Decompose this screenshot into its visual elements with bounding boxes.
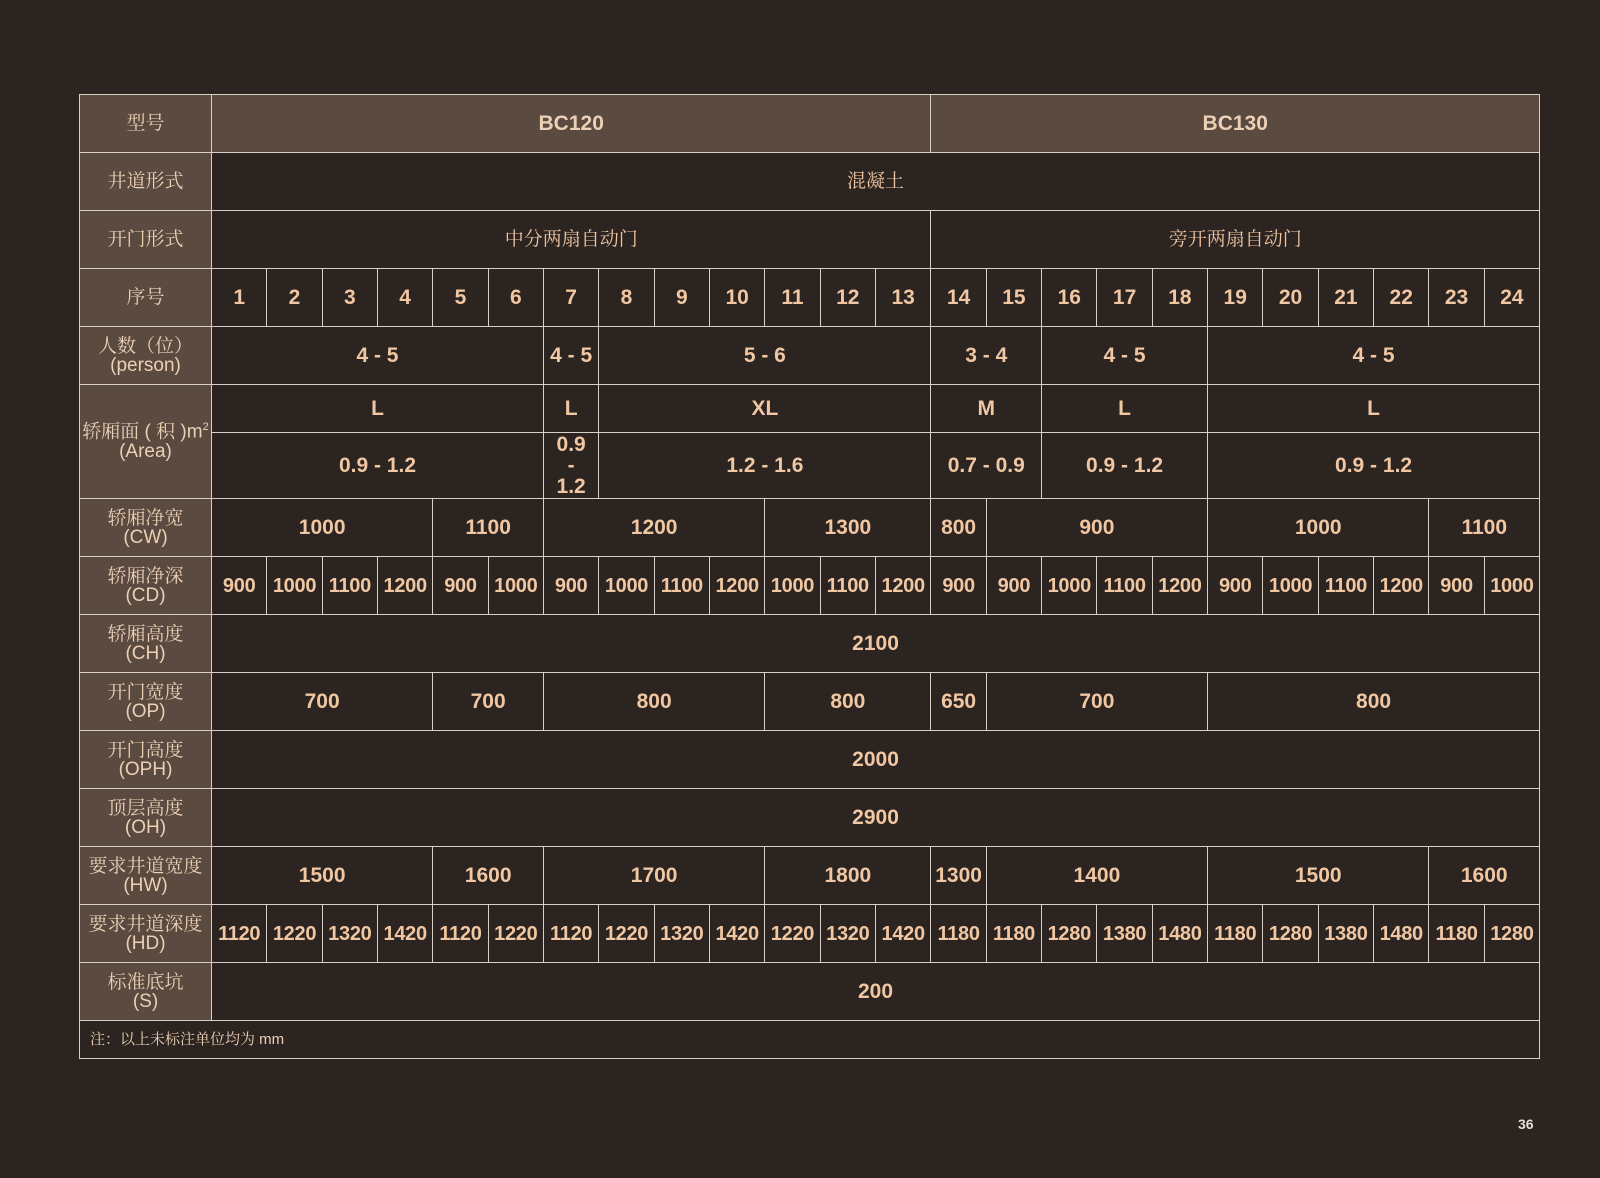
car-area-cell: 0.9 - 1.2 <box>212 433 544 499</box>
row-label <box>80 789 212 847</box>
row-label <box>80 557 212 615</box>
hd-cell: 1120 <box>433 905 488 963</box>
cd-cell: 900 <box>212 557 267 615</box>
op-cell: 700 <box>986 673 1207 731</box>
row-label-en: (OP) <box>125 700 166 722</box>
hd-cell: 1180 <box>986 905 1041 963</box>
cd-cell: 1000 <box>765 557 820 615</box>
serial-cell: 19 <box>1208 269 1263 327</box>
cw-cell: 1000 <box>1208 499 1429 557</box>
serial-cell: 1 <box>212 269 267 327</box>
door-type-bc120: 中分两扇自动门 <box>212 211 931 269</box>
cd-cell: 1000 <box>1484 557 1539 615</box>
op-cell: 800 <box>765 673 931 731</box>
oph-value: 2000 <box>212 731 1540 789</box>
serial-cell: 11 <box>765 269 820 327</box>
cd-cell: 900 <box>1208 557 1263 615</box>
hd-cell: 1380 <box>1097 905 1152 963</box>
car-size-row <box>80 385 1540 433</box>
row-label-en: (CW) <box>123 526 168 548</box>
serial-cell: 7 <box>543 269 598 327</box>
row-label-en: (Area) <box>119 440 172 462</box>
serial-row <box>80 269 1540 327</box>
car-area-cell: 0.9 - 1.2 <box>1208 433 1540 499</box>
row-label-cn: 轿厢净深 <box>107 565 184 587</box>
hd-cell: 1320 <box>654 905 709 963</box>
cw-row <box>80 499 1540 557</box>
serial-cell: 18 <box>1152 269 1207 327</box>
persons-row <box>80 327 1540 385</box>
shaft-type-value: 混凝土 <box>212 153 1540 211</box>
serial-cell: 24 <box>1484 269 1539 327</box>
hd-cell: 1120 <box>543 905 598 963</box>
persons-cell: 4 - 5 <box>1042 327 1208 385</box>
row-label-cn <box>80 422 211 441</box>
serial-cell: 14 <box>931 269 986 327</box>
cd-cell: 900 <box>543 557 598 615</box>
car-area-cell: 0.9 - 1.2 <box>1042 433 1208 499</box>
cw-cell: 1300 <box>765 499 931 557</box>
ch-row <box>80 615 1540 673</box>
oh-value: 2900 <box>212 789 1540 847</box>
hd-cell: 1280 <box>1484 905 1539 963</box>
car-area-cell: 1.2 - 1.6 <box>599 433 931 499</box>
model-bc120: BC120 <box>212 95 931 153</box>
car-area-part: - <box>567 454 575 477</box>
cd-cell: 1200 <box>377 557 432 615</box>
row-label-en: (HD) <box>125 932 166 954</box>
cd-cell: 1100 <box>820 557 875 615</box>
car-size-cell: L <box>212 385 544 433</box>
op-cell: 650 <box>931 673 986 731</box>
note-row <box>80 1021 1540 1059</box>
hw-cell: 1500 <box>212 847 433 905</box>
car-size-cell: XL <box>599 385 931 433</box>
serial-cell: 20 <box>1263 269 1318 327</box>
cd-cell: 1200 <box>1152 557 1207 615</box>
hd-cell: 1120 <box>212 905 267 963</box>
ch-value: 2100 <box>212 615 1540 673</box>
row-label <box>80 905 212 963</box>
row-label <box>80 963 212 1021</box>
car-area-cell-stacked <box>543 433 598 499</box>
car-size-cell: L <box>543 385 598 433</box>
hd-cell: 1220 <box>488 905 543 963</box>
hd-cell: 1180 <box>1208 905 1263 963</box>
row-label-en: (person) <box>110 354 181 376</box>
hw-cell: 1700 <box>543 847 764 905</box>
hd-cell: 1320 <box>820 905 875 963</box>
hw-cell: 1300 <box>931 847 986 905</box>
serial-cell: 5 <box>433 269 488 327</box>
hw-cell: 1800 <box>765 847 931 905</box>
row-label: 井道形式 <box>80 153 212 211</box>
door-type-row <box>80 211 1540 269</box>
row-label <box>80 731 212 789</box>
cd-cell: 900 <box>433 557 488 615</box>
hd-cell: 1180 <box>1429 905 1484 963</box>
persons-cell: 5 - 6 <box>599 327 931 385</box>
serial-cell: 6 <box>488 269 543 327</box>
serial-cell: 23 <box>1429 269 1484 327</box>
cd-cell: 1200 <box>875 557 930 615</box>
serial-cell: 4 <box>377 269 432 327</box>
hd-cell: 1480 <box>1374 905 1429 963</box>
persons-cell: 4 - 5 <box>543 327 598 385</box>
op-cell: 700 <box>433 673 544 731</box>
cd-row <box>80 557 1540 615</box>
elevator-spec-table <box>79 94 1540 1059</box>
row-label <box>80 327 212 385</box>
hd-row <box>80 905 1540 963</box>
persons-cell: 4 - 5 <box>1208 327 1540 385</box>
car-area-row <box>80 433 1540 499</box>
row-label <box>80 847 212 905</box>
model-header-row <box>80 95 1540 153</box>
serial-cell: 21 <box>1318 269 1373 327</box>
cd-cell: 1000 <box>599 557 654 615</box>
cd-cell: 1100 <box>654 557 709 615</box>
car-area-part: 0.9 <box>556 433 586 456</box>
row-label-cn: 轿厢净宽 <box>107 507 184 529</box>
cd-cell: 1000 <box>488 557 543 615</box>
row-label-en: (HW) <box>123 874 168 896</box>
cd-cell: 900 <box>931 557 986 615</box>
hd-cell: 1420 <box>709 905 764 963</box>
cd-cell: 900 <box>986 557 1041 615</box>
serial-cell: 15 <box>986 269 1041 327</box>
row-label-cn: 人数（位） <box>97 335 193 357</box>
row-label: 开门形式 <box>80 211 212 269</box>
cw-cell: 900 <box>986 499 1207 557</box>
hd-cell: 1420 <box>377 905 432 963</box>
row-label-sup: 2 <box>202 421 209 434</box>
row-label-en: (CD) <box>125 584 166 606</box>
unit-note: 注：以上未标注单位均为 mm <box>80 1021 1540 1059</box>
cd-cell: 1200 <box>1374 557 1429 615</box>
car-area-cell: 0.7 - 0.9 <box>931 433 1042 499</box>
persons-cell: 4 - 5 <box>212 327 544 385</box>
oh-row <box>80 789 1540 847</box>
shaft-type-row <box>80 153 1540 211</box>
oph-row <box>80 731 1540 789</box>
hd-cell: 1280 <box>1042 905 1097 963</box>
car-size-cell: M <box>931 385 1042 433</box>
cw-cell: 1000 <box>212 499 433 557</box>
serial-cell: 2 <box>267 269 322 327</box>
hd-cell: 1420 <box>875 905 930 963</box>
persons-cell: 3 - 4 <box>931 327 1042 385</box>
cw-cell: 800 <box>931 499 986 557</box>
serial-cell: 22 <box>1374 269 1429 327</box>
row-label-cn: 要求井道深度 <box>88 913 203 935</box>
hw-cell: 1600 <box>433 847 544 905</box>
hw-cell: 1600 <box>1429 847 1540 905</box>
row-label <box>80 385 212 499</box>
op-cell: 800 <box>1208 673 1540 731</box>
cd-cell: 900 <box>1429 557 1484 615</box>
cw-cell: 1100 <box>1429 499 1540 557</box>
row-label-cn: 开门高度 <box>107 739 184 761</box>
hd-cell: 1320 <box>322 905 377 963</box>
serial-cell: 16 <box>1042 269 1097 327</box>
hw-cell: 1500 <box>1208 847 1429 905</box>
cd-cell: 1100 <box>1318 557 1373 615</box>
row-label-cn: 轿厢高度 <box>107 623 184 645</box>
cd-cell: 1100 <box>322 557 377 615</box>
door-type-bc130: 旁开两扇自动门 <box>931 211 1540 269</box>
cd-cell: 1000 <box>1042 557 1097 615</box>
serial-cell: 9 <box>654 269 709 327</box>
hd-cell: 1380 <box>1318 905 1373 963</box>
serial-cell: 17 <box>1097 269 1152 327</box>
cw-cell: 1100 <box>433 499 544 557</box>
model-bc130: BC130 <box>931 95 1540 153</box>
pit-value: 200 <box>212 963 1540 1021</box>
row-label: 序号 <box>80 269 212 327</box>
serial-cell: 3 <box>322 269 377 327</box>
page-number: 36 <box>1518 1116 1534 1132</box>
car-size-cell: L <box>1042 385 1208 433</box>
hd-cell: 1180 <box>931 905 986 963</box>
row-label-en: (CH) <box>125 642 166 664</box>
hd-cell: 1220 <box>765 905 820 963</box>
serial-cell: 8 <box>599 269 654 327</box>
hd-cell: 1220 <box>599 905 654 963</box>
row-label-en: (S) <box>132 990 159 1012</box>
cd-cell: 1100 <box>1097 557 1152 615</box>
row-label-cn: 要求井道宽度 <box>88 855 203 877</box>
row-label-cn: 开门宽度 <box>107 681 184 703</box>
row-label-en: (OH) <box>124 816 167 838</box>
cd-cell: 1000 <box>1263 557 1318 615</box>
row-label <box>80 673 212 731</box>
model-header-label: 型号 <box>80 95 212 153</box>
cw-cell: 1200 <box>543 499 764 557</box>
row-label-en: (OPH) <box>118 758 173 780</box>
hd-cell: 1220 <box>267 905 322 963</box>
row-label-cn: 标准底坑 <box>107 971 184 993</box>
car-area-part: 1.2 <box>556 475 586 498</box>
serial-cell: 13 <box>875 269 930 327</box>
hd-cell: 1280 <box>1263 905 1318 963</box>
hd-cell: 1480 <box>1152 905 1207 963</box>
pit-row <box>80 963 1540 1021</box>
serial-cell: 10 <box>709 269 764 327</box>
op-row <box>80 673 1540 731</box>
row-label <box>80 615 212 673</box>
cd-cell: 1000 <box>267 557 322 615</box>
hw-row <box>80 847 1540 905</box>
hw-cell: 1400 <box>986 847 1207 905</box>
cd-cell: 1200 <box>709 557 764 615</box>
car-size-cell: L <box>1208 385 1540 433</box>
row-label-cn-text: 轿厢面 ( 积 )m <box>82 421 203 443</box>
row-label <box>80 499 212 557</box>
row-label-cn: 顶层高度 <box>107 797 184 819</box>
op-cell: 700 <box>212 673 433 731</box>
op-cell: 800 <box>543 673 764 731</box>
serial-cell: 12 <box>820 269 875 327</box>
